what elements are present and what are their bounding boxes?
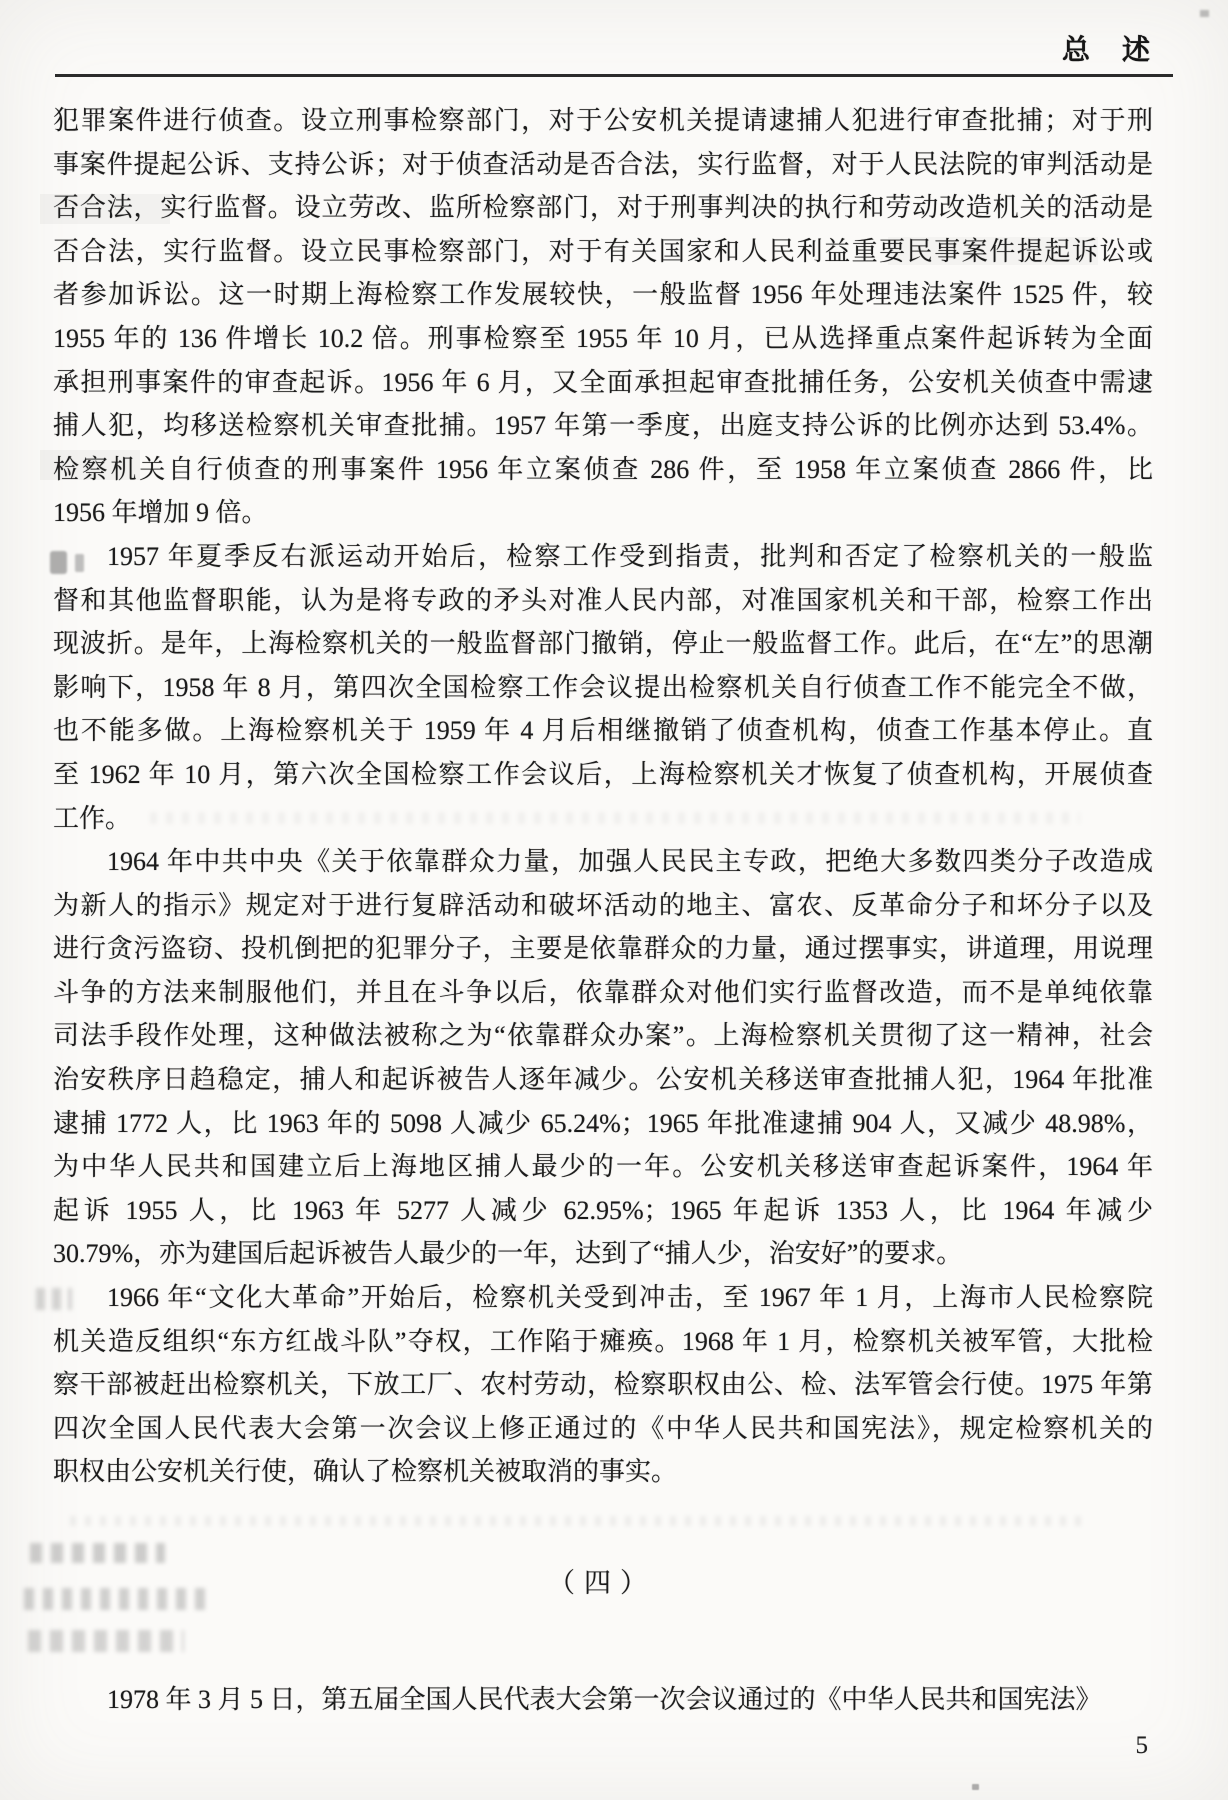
text-line: 进行贪污盗窃、投机倒把的犯罪分子，主要是依靠群众的力量，通过摆事实，讲道理，用说理	[53, 934, 1153, 964]
text-line: 1978 年 3 月 5 日，第五届全国人民代表大会第一次会议通过的《中华人民共和国宪法》	[107, 1685, 1102, 1714]
text-line: 检察机关自行侦查的刑事案件 1956 年立案侦查 286 件，至 1958 年立案侦查 2866 件，比	[53, 454, 1153, 484]
text-line: 现波折。是年，上海检察机关的一般监督部门撤销，停止一般监督工作。此后，在“左”的思潮	[53, 629, 1153, 659]
text-line: 治安秩序日趋稳定，捕人和起诉被告人逐年减少。公安机关移送审查批捕人犯，1964 年批准	[53, 1065, 1153, 1095]
text-line: 为新人的指示》规定对于进行复辟活动和破坏活动的地主、富农、反革命分子和坏分子以及	[53, 890, 1153, 920]
text-line: 察干部被赶出检察机关，下放工厂、农村劳动，检察职权由公、检、法军管会行使。1975 年第	[53, 1370, 1153, 1400]
text-line: 司法手段作处理，这种做法被称之为“依靠群众办案”。上海检察机关贯彻了这一精神，社会	[53, 1021, 1153, 1051]
text-line: 至 1962 年 10 月，第六次全国检察工作会议后，上海检察机关才恢复了侦查机构，开展侦查	[53, 759, 1153, 789]
text-line: 者参加诉讼。这一时期上海检察工作发展较快，一般监督 1956 年处理违法案件 1525 件，较	[53, 280, 1153, 310]
text-line: 职权由公安机关行使，确认了检察机关被取消的事实。	[53, 1457, 678, 1487]
scan-smudge	[1200, 10, 1209, 17]
text-line: 1966 年“文化大革命”开始后，检察机关受到冲击，至 1967 年 1 月，上海市人民检察院	[107, 1283, 1153, 1313]
text-line: 督和其他监督职能，认为是将专政的矛头对准人民内部，对准国家机关和干部，检察工作出	[53, 585, 1153, 615]
text-line: 工作。	[53, 803, 132, 833]
scan-bleedthrough	[30, 1543, 165, 1563]
text-line: 捕人犯，均移送检察机关审查批捕。1957 年第一季度，出庭支持公诉的比例亦达到 53.4%。	[53, 411, 1153, 441]
text-line: 1957 年夏季反右派运动开始后，检察工作受到指责，批判和否定了检察机关的一般监	[107, 541, 1153, 571]
text-line: 否合法，实行监督。设立民事检察部门，对于有关国家和人民利益重要民事案件提起诉讼或	[53, 236, 1153, 266]
text-line: 犯罪案件进行侦查。设立刑事检察部门，对于公安机关提请逮捕人犯进行审查批捕；对于刑	[53, 106, 1153, 135]
scan-bleedthrough	[70, 1516, 1090, 1526]
post-section-text	[53, 1678, 1153, 1722]
section-heading: （四）	[548, 1568, 656, 1598]
text-line: 1955 年的 136 件增长 10.2 倍。刑事检察至 1955 年 10 月，已从选择重点案件起诉转为全面	[53, 323, 1153, 353]
text-line: 起诉 1955 人，比 1963 年 5277 人减少 62.95%；1965 年起诉 1353 人，比 1964 年减少	[53, 1195, 1153, 1225]
text-line: 30.79%，亦为建国后起诉被告人最少的一年，达到了“捕人少，治安好”的要求。	[53, 1239, 963, 1269]
text-line: 否合法，实行监督。设立劳改、监所检察部门，对于刑事判决的执行和劳动改造机关的活动是	[53, 193, 1153, 223]
header-rule	[55, 74, 1173, 77]
text-line: 1964 年中共中央《关于依靠群众力量，加强人民民主专政，把绝大多数四类分子改造成	[107, 847, 1153, 877]
text-line: 逮捕 1772 人，比 1963 年的 5098 人减少 65.24%；1965 年批准逮捕 904 人，又减少 48.98%，	[53, 1108, 1153, 1138]
text-line: 为中华人民共和国建立后上海地区捕人最少的一年。公安机关移送审查起诉案件，1964 年	[53, 1152, 1153, 1182]
text-line: 也不能多做。上海检察机关于 1959 年 4 月后相继撤销了侦查机构，侦查工作基本停止。直	[53, 716, 1153, 746]
text-line: 影响下，1958 年 8 月，第四次全国检察工作会议提出检察机关自行侦查工作不能完全不做，	[53, 672, 1153, 702]
scan-smudge	[972, 1784, 979, 1790]
page-number: 5	[1135, 1732, 1148, 1759]
body-text	[53, 99, 1153, 1494]
scan-bleedthrough	[28, 1630, 184, 1652]
text-line: 事案件提起公诉、支持公诉；对于侦查活动是否合法，实行监督，对于人民法院的审判活动是	[53, 149, 1153, 179]
text-line: 四次全国人民代表大会第一次会议上修正通过的《中华人民共和国宪法》，规定检察机关的	[53, 1413, 1153, 1443]
text-line: 斗争的方法来制服他们，并且在斗争以后，依靠群众对他们实行监督改造，而不是单纯依靠	[53, 977, 1153, 1007]
text-line: 1956 年增加 9 倍。	[53, 498, 268, 528]
page-header-title: 总 述	[1061, 35, 1152, 66]
text-line: 机关造反组织“东方红战斗队”夺权，工作陷于瘫痪。1968 年 1 月，检察机关被军管，大批检	[53, 1326, 1153, 1356]
text-line: 承担刑事案件的审查起诉。1956 年 6 月，又全面承担起审查批捕任务，公安机关侦查中需逮	[53, 367, 1153, 397]
